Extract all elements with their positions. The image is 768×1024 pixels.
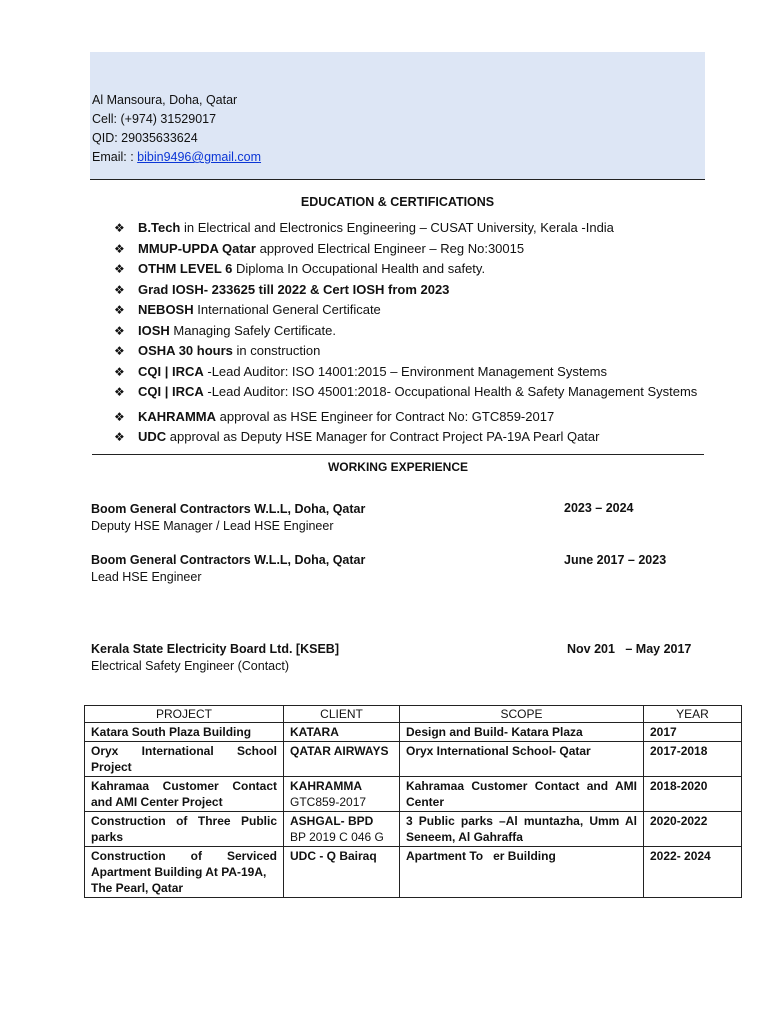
scope-cell: 3 Public parks –Al muntazha, Umm Al Seneem, Al Gahraffa [400, 812, 644, 847]
client-cell: KAHRAMMA GTC859-2017 [284, 777, 400, 812]
email-label: Email: : [92, 150, 138, 164]
project-cell: Construction of Serviced Apartment Building At PA-19A, The Pearl, Qatar [85, 847, 284, 898]
diamond-bullet-icon: ❖ [114, 282, 125, 297]
list-item: ❖ IOSH Managing Safely Certificate. [112, 321, 762, 342]
diamond-bullet-icon: ❖ [114, 409, 125, 424]
table-header-row [85, 706, 742, 723]
qid: QID: 29035633624 [92, 131, 198, 145]
list-item: ❖ CQI | IRCA -Lead Auditor: ISO 14001:2015 – Environment Management Systems [112, 362, 762, 383]
year-cell: 2022- 2024 [644, 847, 742, 898]
education-list [112, 218, 762, 448]
table-row [85, 812, 742, 847]
contact-block [90, 52, 705, 180]
diamond-bullet-icon: ❖ [114, 344, 125, 358]
job-role: Lead HSE Engineer [91, 570, 202, 584]
list-item: ❖ Grad IOSH- 233625 till 2022 & Cert IOSH from 2023 [112, 280, 762, 301]
projects-table [84, 705, 742, 898]
client-cell: ASHGAL- BPD BP 2019 C 046 G [284, 812, 400, 847]
diamond-bullet-icon: ❖ [114, 364, 125, 379]
year-cell: 2018-2020 [644, 777, 742, 812]
experience-heading: WORKING EXPERIENCE [327, 460, 468, 474]
year-cell: 2017 [644, 723, 742, 742]
job-entry [91, 502, 365, 533]
table-row [85, 723, 742, 742]
list-item: ❖ NEBOSH International General Certificate [112, 300, 762, 321]
education-heading: EDUCATION & CERTIFICATIONS [300, 195, 495, 209]
table-row [85, 777, 742, 812]
job-role: Electrical Safety Engineer (Contact) [91, 659, 290, 673]
column-header: SCOPE [400, 706, 644, 723]
job-company: Kerala State Electricity Board Ltd. [KSEB] [91, 642, 339, 656]
email-link[interactable]: bibin9496@gmail.com [137, 150, 262, 164]
job-company: Boom General Contractors W.L.L, Doha, Qatar [91, 502, 366, 516]
scope-cell: Kahramaa Customer Contact and AMI Center [400, 777, 644, 812]
email-line [92, 149, 261, 165]
diamond-bullet-icon: ❖ [114, 430, 125, 444]
diamond-bullet-icon: ❖ [114, 323, 125, 338]
list-item: ❖ KAHRAMMA approval as HSE Engineer for Contract No: GTC859-2017 [112, 407, 762, 428]
list-item: ❖ MMUP-UPDA Qatar approved Electrical Engineer – Reg No:30015 [112, 239, 762, 260]
scope-cell: Apartment To er Building [400, 847, 644, 898]
job-entry [91, 642, 339, 673]
client-cell: QATAR AIRWAYS [284, 742, 400, 777]
scope-cell: Design and Build- Katara Plaza [400, 723, 644, 742]
list-item: ❖ OSHA 30 hours in construction [112, 341, 762, 362]
address: Al Mansoura, Doha, Qatar [92, 93, 238, 107]
client-cell: KATARA [284, 723, 400, 742]
diamond-bullet-icon: ❖ [114, 385, 125, 399]
job-period: 2023 – 2024 [564, 501, 634, 515]
table-row [85, 742, 742, 777]
project-cell: Kahramaa Customer Contact and AMI Center Project [85, 777, 284, 812]
column-header: PROJECT [85, 706, 284, 723]
list-item: ❖ UDC approval as Deputy HSE Manager for Contract Project PA-19A Pearl Qatar [112, 427, 762, 448]
scope-cell: Oryx International School- Qatar [400, 742, 644, 777]
list-item: ❖ CQI | IRCA -Lead Auditor: ISO 45001:2018- Occupational Health & Safety Management Systems [112, 382, 762, 403]
project-cell: Katara South Plaza Building [85, 723, 284, 742]
job-period: June 2017 – 2023 [564, 553, 667, 567]
job-company: Boom General Contractors W.L.L, Doha, Qatar [91, 553, 366, 567]
year-cell: 2017-2018 [644, 742, 742, 777]
project-cell: Oryx International School Project [85, 742, 284, 777]
year-cell: 2020-2022 [644, 812, 742, 847]
section-divider [92, 454, 704, 455]
project-cell: Construction of Three Public parks [85, 812, 284, 847]
diamond-bullet-icon: ❖ [114, 262, 125, 276]
job-period: Nov 201 – May 2017 [567, 642, 692, 656]
diamond-bullet-icon: ❖ [114, 303, 125, 317]
column-header: YEAR [644, 706, 742, 723]
diamond-bullet-icon: ❖ [114, 241, 125, 256]
job-entry [91, 553, 365, 584]
job-role: Deputy HSE Manager / Lead HSE Engineer [91, 519, 334, 533]
table-row [85, 847, 742, 898]
list-item: ❖ B.Tech in Electrical and Electronics Engineering – CUSAT University, Kerala -India [112, 218, 762, 239]
diamond-bullet-icon: ❖ [114, 221, 125, 235]
column-header: CLIENT [284, 706, 400, 723]
client-cell: UDC - Q Bairaq [284, 847, 400, 898]
list-item: ❖ OTHM LEVEL 6 Diploma In Occupational Health and safety. [112, 259, 762, 280]
cell-phone: Cell: (+974) 31529017 [92, 112, 217, 126]
